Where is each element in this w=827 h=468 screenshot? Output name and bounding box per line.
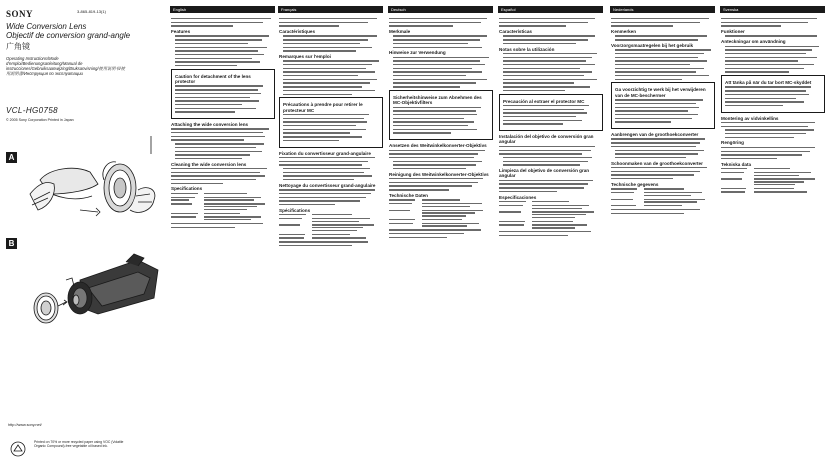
- heading-voorzichtig: Ga voorzichtig te werk bij het verwijderen van de MC-beschermer: [615, 87, 706, 98]
- precaucion-box: [499, 94, 603, 132]
- tanka-pa-box: [721, 75, 825, 113]
- heading-aanbrengen: Aanbrengen van de groothoekconverter: [611, 132, 699, 138]
- column-english: [170, 0, 277, 468]
- heading-technische-daten: Technische Daten: [389, 192, 428, 198]
- recycle-icon: [8, 440, 28, 458]
- heading-schoonmaken: Schoonmaken van de groothoekconverter: [611, 160, 703, 166]
- heading-voorzorg: Voorzorgsmaatregelen bij het gebruik: [611, 42, 694, 48]
- instructions-languages: Operating Instructions/Mode d'emploi/Bedienungsanleitung/Manual de instrucciones/Gebruiksaanwijzing/Bruksanvisning/使用说明书/使用説明書/Инструкция по эксплуатации: [6, 56, 125, 76]
- figure-a-lens-detach-illustration: [20, 150, 162, 230]
- heading-kenmerken: Kenmerken: [611, 29, 637, 35]
- heading-remarques: Remarques sur l'emploi: [279, 53, 331, 59]
- recycle-notice: Printed on 70% or more recycled paper using VOC (Volatile Organic Compound)-free vegetable oil based ink.: [34, 440, 124, 449]
- heading-specifications-fr: Spécifications: [279, 207, 311, 213]
- column-swedish: [720, 0, 827, 468]
- figure-b-camcorder-illustration: [18, 250, 166, 335]
- caution-box: [171, 69, 275, 119]
- figure-b-label: B: [6, 238, 17, 249]
- sicherheit-box: [389, 90, 493, 140]
- brand-logo: SONY: [6, 9, 34, 19]
- language-bar-german: Deutsch: [388, 6, 493, 13]
- heading-fixation: Fixation du convertisseur grand-angulaire: [279, 150, 371, 156]
- heading-instalacion: Instalación del objetivo de conversión gran angular: [499, 134, 594, 145]
- heading-precautions: Précautions à prendre pour retirer le protecteur MC: [283, 102, 363, 113]
- heading-sicherheit: Sicherheitshinweise zum Abnehmen des MC-Objektivfilters: [393, 94, 482, 106]
- heading-technische-gegevens: Technische gegevens: [611, 181, 659, 187]
- heading-cleaning: Cleaning the wide conversion lens: [171, 161, 247, 167]
- title-french: Objectif de conversion grand-angle: [6, 31, 131, 40]
- language-bar-swedish: Svenska: [720, 6, 825, 13]
- doc-number: 3-865-819-13(1): [77, 9, 106, 14]
- title-chinese: 广角镜: [6, 42, 30, 51]
- heading-hinweise: Hinweise zur Verwendung: [389, 50, 446, 56]
- copyright: © 2005 Sony Corporation Printed in Japan: [6, 118, 74, 122]
- heading-anteckningar: Anteckningar om användning: [721, 39, 786, 45]
- heading-specifications: Specifications: [171, 186, 203, 192]
- column-spanish: [498, 0, 605, 468]
- heading-merkmale: Merkmale: [389, 29, 411, 35]
- heading-especificaciones: Especificaciones: [499, 194, 537, 200]
- language-bar-english: English: [170, 6, 275, 13]
- heading-notas: Notas sobre la utilización: [499, 46, 555, 52]
- heading-reinigung: Reinigung des Weitwinkelkonverter-Objektivs: [389, 171, 489, 177]
- language-bar-dutch: Nederlands: [610, 6, 715, 13]
- cover-panel: [0, 0, 168, 468]
- heading-nettoyage: Nettoyage du convertisseur grand-angulaire: [279, 182, 376, 188]
- heading-caracteristicas: Características: [499, 29, 532, 35]
- column-french: [278, 0, 385, 468]
- language-bar-spanish: Español: [498, 6, 603, 13]
- precautions-box: [279, 97, 383, 147]
- heading-ansetzen: Ansetzen des Weitwinkelkonverter-Objektivs: [389, 143, 487, 149]
- website-url[interactable]: http://www.sony.net/: [8, 423, 42, 427]
- heading-attaching: Attaching the wide conversion lens: [171, 121, 249, 127]
- figure-a-label: A: [6, 152, 17, 163]
- title-english: Wide Conversion Lens: [6, 22, 87, 31]
- model-number: VCL-HG0758: [6, 106, 59, 115]
- heading-caution: Caution for detachment of the lens protector: [175, 73, 251, 85]
- heading-features: Features: [171, 29, 191, 35]
- heading-caracteristiques: Caractéristiques: [279, 29, 316, 35]
- voorzichtig-box: [611, 82, 715, 129]
- heading-montering: Montering av vidvinkellins: [721, 115, 779, 121]
- heading-funktioner: Funktioner: [721, 29, 745, 35]
- column-dutch: [610, 0, 717, 468]
- language-bar-french: Français: [278, 6, 383, 13]
- heading-rengoring: Rengöring: [721, 140, 744, 146]
- heading-precaucion: Precaución al extraer el protector MC: [503, 98, 585, 104]
- heading-limpieza: Limpieza del objetivo de conversión gran angular: [499, 167, 590, 179]
- column-german: [388, 0, 495, 468]
- heading-tanka-pa: Att tänka på när du tar bort MC-skyddet: [725, 80, 812, 86]
- heading-tekniska-data: Tekniska data: [721, 161, 752, 167]
